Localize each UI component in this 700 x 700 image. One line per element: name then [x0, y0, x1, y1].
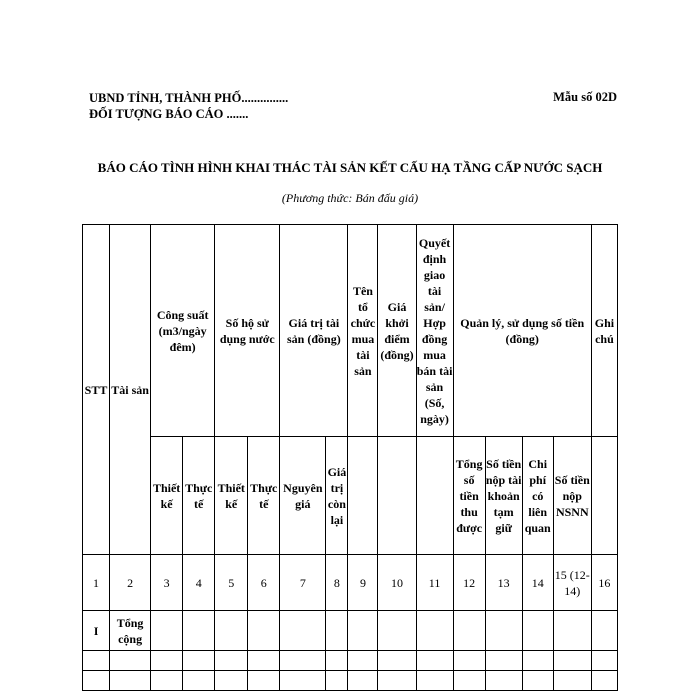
report-title: BÁO CÁO TÌNH HÌNH KHAI THÁC TÀI SẢN KẾT CẤU HẠ TẦNG CẤP NƯỚC SẠCH: [97, 160, 603, 175]
table-cell: [280, 651, 326, 671]
table-cell: [280, 671, 326, 691]
table-cell: [110, 651, 151, 671]
table-cell: [553, 671, 591, 691]
table-row: [83, 671, 618, 691]
table-cell: [215, 651, 248, 671]
header-stt: STT: [83, 225, 110, 555]
row-label: Tổng cộng: [110, 611, 151, 651]
column-number: 15 (12-14): [553, 555, 591, 611]
table-row: [83, 611, 618, 651]
table-cell: [378, 611, 416, 651]
reporting-entity-line: ĐỐI TƯỢNG BÁO CÁO .......: [89, 107, 249, 121]
column-number: 1: [83, 555, 110, 611]
table-cell: [485, 671, 522, 691]
table-cell: [248, 671, 280, 691]
table-cell: [83, 671, 110, 691]
column-number: 13: [485, 555, 522, 611]
subheader-empty-11: [416, 437, 453, 555]
subheader-tien-tam-giu: Số tiền nộp tài khoản tạm giữ: [485, 437, 522, 555]
table-cell: [522, 651, 553, 671]
table-cell: [453, 671, 485, 691]
column-number: 10: [378, 555, 416, 611]
column-number: 16: [591, 555, 617, 611]
table-cell: [453, 651, 485, 671]
table-cell: [151, 671, 183, 691]
table-cell: [151, 611, 183, 651]
column-number: 8: [326, 555, 348, 611]
table-cell: [522, 671, 553, 691]
column-number: 9: [348, 555, 378, 611]
table-cell: [183, 611, 215, 651]
table-cell: [348, 611, 378, 651]
column-number: 12: [453, 555, 485, 611]
subheader-empty-9: [348, 437, 378, 555]
table-cell: [326, 611, 348, 651]
column-number: 7: [280, 555, 326, 611]
table-row: [83, 651, 618, 671]
table-cell: [485, 611, 522, 651]
header-ten-to-chuc: Tên tổ chức mua tài sản: [348, 225, 378, 437]
header-gia-tri: Giá trị tài sản (đồng): [280, 225, 348, 437]
table-cell: [248, 651, 280, 671]
table-cell: [215, 611, 248, 651]
table-cell: [522, 611, 553, 651]
table-cell: [378, 651, 416, 671]
subheader-nguyen-gia: Nguyên giá: [280, 437, 326, 555]
table-cell: [553, 611, 591, 651]
table-cell: [248, 611, 280, 651]
table-cell: [485, 651, 522, 671]
column-number-row: [83, 555, 618, 611]
subheader-cs-thiet-ke: Thiết kế: [151, 437, 183, 555]
header-quan-ly: Quản lý, sử dụng số tiền (đồng): [453, 225, 591, 437]
header-tai-san: Tài sản: [110, 225, 151, 555]
table-cell: [83, 651, 110, 671]
column-number: 14: [522, 555, 553, 611]
table-cell: [110, 671, 151, 691]
table-cell: [378, 671, 416, 691]
subheader-cs-thuc-te: Thực tế: [183, 437, 215, 555]
column-number: 2: [110, 555, 151, 611]
table-cell: [348, 671, 378, 691]
column-number: 3: [151, 555, 183, 611]
column-number: 4: [183, 555, 215, 611]
subheader-chi-phi: Chi phí có liên quan: [522, 437, 553, 555]
table-cell: [183, 651, 215, 671]
table-cell: [453, 611, 485, 651]
report-table: [82, 224, 618, 691]
column-number: 6: [248, 555, 280, 611]
table-cell: [151, 651, 183, 671]
row-stt: I: [83, 611, 110, 651]
table-cell: [416, 651, 453, 671]
header-gia-khoi-diem: Giá khởi điểm (đồng): [378, 225, 416, 437]
header-ghi-chu: Ghi chú: [591, 225, 617, 437]
column-number: 5: [215, 555, 248, 611]
agency-line: UBND TỈNH, THÀNH PHỐ...............: [89, 91, 289, 105]
table-cell: [183, 671, 215, 691]
form-code: Mẫu số 02D: [553, 90, 617, 104]
table-cell: [416, 611, 453, 651]
subheader-sh-thuc-te: Thực tế: [248, 437, 280, 555]
table-cell: [591, 611, 617, 651]
subheader-sh-thiet-ke: Thiết kế: [215, 437, 248, 555]
header-cong-suat: Công suất (m3/ngày đêm): [151, 225, 215, 437]
table-cell: [326, 671, 348, 691]
subheader-tien-nsnn: Số tiền nộp NSNN: [553, 437, 591, 555]
table-cell: [553, 651, 591, 671]
subheader-gia-tri-con-lai: Giá trị còn lại: [326, 437, 348, 555]
header-so-ho: Số hộ sử dụng nước: [215, 225, 280, 437]
table-cell: [416, 671, 453, 691]
table-cell: [591, 671, 617, 691]
table-cell: [591, 651, 617, 671]
subheader-tong-so-tien: Tổng số tiền thu được: [453, 437, 485, 555]
table-cell: [215, 671, 248, 691]
report-subtitle: (Phương thức: Bán đấu giá): [281, 191, 419, 205]
subheader-empty-16: [591, 437, 617, 555]
column-number: 11: [416, 555, 453, 611]
subheader-empty-10: [378, 437, 416, 555]
table-cell: [348, 651, 378, 671]
header-quyet-dinh: Quyết định giao tài sản/ Hợp đồng mua bán tài sản (Số, ngày): [416, 225, 453, 437]
report-header-left: [89, 90, 288, 122]
table-cell: [280, 611, 326, 651]
table-cell: [326, 651, 348, 671]
